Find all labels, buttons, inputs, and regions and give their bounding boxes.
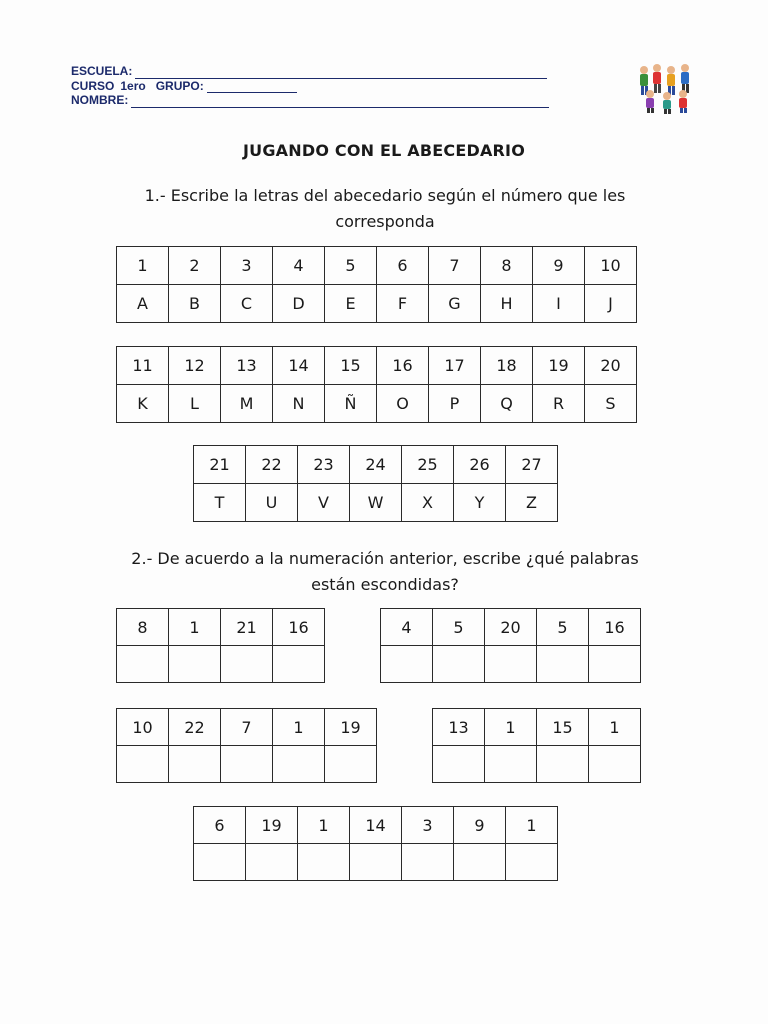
number-cell: 16 <box>589 609 641 646</box>
number-cell: 1 <box>169 609 221 646</box>
answer-cell[interactable] <box>485 646 537 683</box>
number-cell: 1 <box>273 709 325 746</box>
letter-cell: S <box>585 385 637 423</box>
number-cell: 9 <box>454 807 506 844</box>
letter-cell: J <box>585 285 637 323</box>
answer-cell[interactable] <box>117 646 169 683</box>
number-cell: 2 <box>169 247 221 285</box>
number-cell: 4 <box>381 609 433 646</box>
number-cell: 21 <box>221 609 273 646</box>
number-cell: 21 <box>194 446 246 484</box>
letter-cell: L <box>169 385 221 423</box>
answer-cell[interactable] <box>246 844 298 881</box>
answer-cell[interactable] <box>117 746 169 783</box>
answer-cell[interactable] <box>273 646 325 683</box>
letter-cell: Ñ <box>325 385 377 423</box>
number-cell: 19 <box>246 807 298 844</box>
answer-cell[interactable] <box>589 746 641 783</box>
answer-cell[interactable] <box>433 746 485 783</box>
letter-cell: I <box>533 285 585 323</box>
number-cell: 23 <box>298 446 350 484</box>
number-cell: 1 <box>506 807 558 844</box>
hidden-word-table-5 <box>193 806 558 881</box>
number-cell: 4 <box>273 247 325 285</box>
escuela-label: ESCUELA: <box>71 64 133 78</box>
number-cell: 6 <box>377 247 429 285</box>
number-cell: 5 <box>325 247 377 285</box>
number-cell: 5 <box>433 609 485 646</box>
letter-cell: D <box>273 285 325 323</box>
curso-value: 1ero <box>120 78 146 93</box>
worksheet-title: JUGANDO CON EL ABECEDARIO <box>242 141 526 160</box>
letter-cell: V <box>298 484 350 522</box>
number-cell: 20 <box>585 347 637 385</box>
answer-cell[interactable] <box>433 646 485 683</box>
escuela-field[interactable] <box>135 67 547 79</box>
number-cell: 19 <box>325 709 377 746</box>
number-cell: 17 <box>429 347 481 385</box>
number-cell: 1 <box>589 709 641 746</box>
answer-cell[interactable] <box>485 746 537 783</box>
answer-cell[interactable] <box>506 844 558 881</box>
letter-cell: G <box>429 285 481 323</box>
number-cell: 8 <box>481 247 533 285</box>
letter-cell: T <box>194 484 246 522</box>
number-cell: 18 <box>481 347 533 385</box>
answer-cell[interactable] <box>537 646 589 683</box>
answer-cell[interactable] <box>221 646 273 683</box>
number-cell: 25 <box>402 446 454 484</box>
letter-cell: C <box>221 285 273 323</box>
hidden-word-table-4 <box>432 708 641 783</box>
letter-cell: F <box>377 285 429 323</box>
number-cell: 1 <box>298 807 350 844</box>
hidden-word-table-3 <box>116 708 377 783</box>
number-cell: 20 <box>485 609 537 646</box>
letter-cell: X <box>402 484 454 522</box>
number-cell: 13 <box>221 347 273 385</box>
nombre-label: NOMBRE: <box>71 93 129 107</box>
letter-cell: N <box>273 385 325 423</box>
answer-cell[interactable] <box>402 844 454 881</box>
section1-instruction-line2: corresponda <box>335 212 435 231</box>
number-cell: 3 <box>221 247 273 285</box>
hidden-word-table-1 <box>116 608 325 683</box>
letter-cell: O <box>377 385 429 423</box>
answer-cell[interactable] <box>537 746 589 783</box>
letter-cell: W <box>350 484 402 522</box>
section2-instruction-line2: están escondidas? <box>311 575 459 594</box>
letter-cell: U <box>246 484 298 522</box>
number-cell: 24 <box>350 446 402 484</box>
number-cell: 14 <box>350 807 402 844</box>
answer-cell[interactable] <box>454 844 506 881</box>
answer-cell[interactable] <box>298 844 350 881</box>
answer-cell[interactable] <box>273 746 325 783</box>
number-cell: 19 <box>533 347 585 385</box>
answer-cell[interactable] <box>381 646 433 683</box>
letter-cell: R <box>533 385 585 423</box>
number-cell: 15 <box>537 709 589 746</box>
number-cell: 10 <box>117 709 169 746</box>
student-info-header <box>71 64 549 108</box>
letter-cell: H <box>481 285 533 323</box>
answer-cell[interactable] <box>194 844 246 881</box>
number-cell: 6 <box>194 807 246 844</box>
answer-cell[interactable] <box>589 646 641 683</box>
hidden-word-table-2 <box>380 608 641 683</box>
number-cell: 10 <box>585 247 637 285</box>
section2-instruction <box>120 546 650 598</box>
answer-cell[interactable] <box>325 746 377 783</box>
alphabet-table-1 <box>116 246 637 323</box>
alphabet-table-2 <box>116 346 637 423</box>
number-cell: 13 <box>433 709 485 746</box>
letter-cell: P <box>429 385 481 423</box>
number-cell: 5 <box>537 609 589 646</box>
letter-cell: M <box>221 385 273 423</box>
number-cell: 7 <box>429 247 481 285</box>
number-cell: 3 <box>402 807 454 844</box>
number-cell: 26 <box>454 446 506 484</box>
number-cell: 16 <box>377 347 429 385</box>
section2-instruction-line1: 2.- De acuerdo a la numeración anterior, escribe ¿qué palabras <box>131 549 639 568</box>
letter-cell: Z <box>506 484 558 522</box>
number-cell: 12 <box>169 347 221 385</box>
answer-cell[interactable] <box>221 746 273 783</box>
number-cell: 7 <box>221 709 273 746</box>
grupo-label: GRUPO: <box>155 78 204 93</box>
letter-cell: B <box>169 285 221 323</box>
section1-instruction-line1: 1.- Escribe la letras del abecedario según el número que les <box>144 186 626 205</box>
letter-cell: Q <box>481 385 533 423</box>
number-cell: 16 <box>273 609 325 646</box>
letter-cell: K <box>117 385 169 423</box>
number-cell: 8 <box>117 609 169 646</box>
number-cell: 27 <box>506 446 558 484</box>
number-cell: 14 <box>273 347 325 385</box>
letter-cell: E <box>325 285 377 323</box>
answer-cell[interactable] <box>169 646 221 683</box>
letter-cell: Y <box>454 484 506 522</box>
alphabet-table-3 <box>193 445 558 522</box>
letter-cell: A <box>117 285 169 323</box>
number-cell: 22 <box>246 446 298 484</box>
section1-instruction <box>120 183 650 235</box>
number-cell: 1 <box>485 709 537 746</box>
curso-label: CURSO <box>71 78 115 93</box>
answer-cell[interactable] <box>350 844 402 881</box>
number-cell: 22 <box>169 709 221 746</box>
number-cell: 15 <box>325 347 377 385</box>
number-cell: 11 <box>117 347 169 385</box>
grupo-field[interactable] <box>207 81 297 93</box>
number-cell: 9 <box>533 247 585 285</box>
nombre-field[interactable] <box>131 96 549 108</box>
number-cell: 1 <box>117 247 169 285</box>
answer-cell[interactable] <box>169 746 221 783</box>
children-group-icon <box>635 60 697 114</box>
